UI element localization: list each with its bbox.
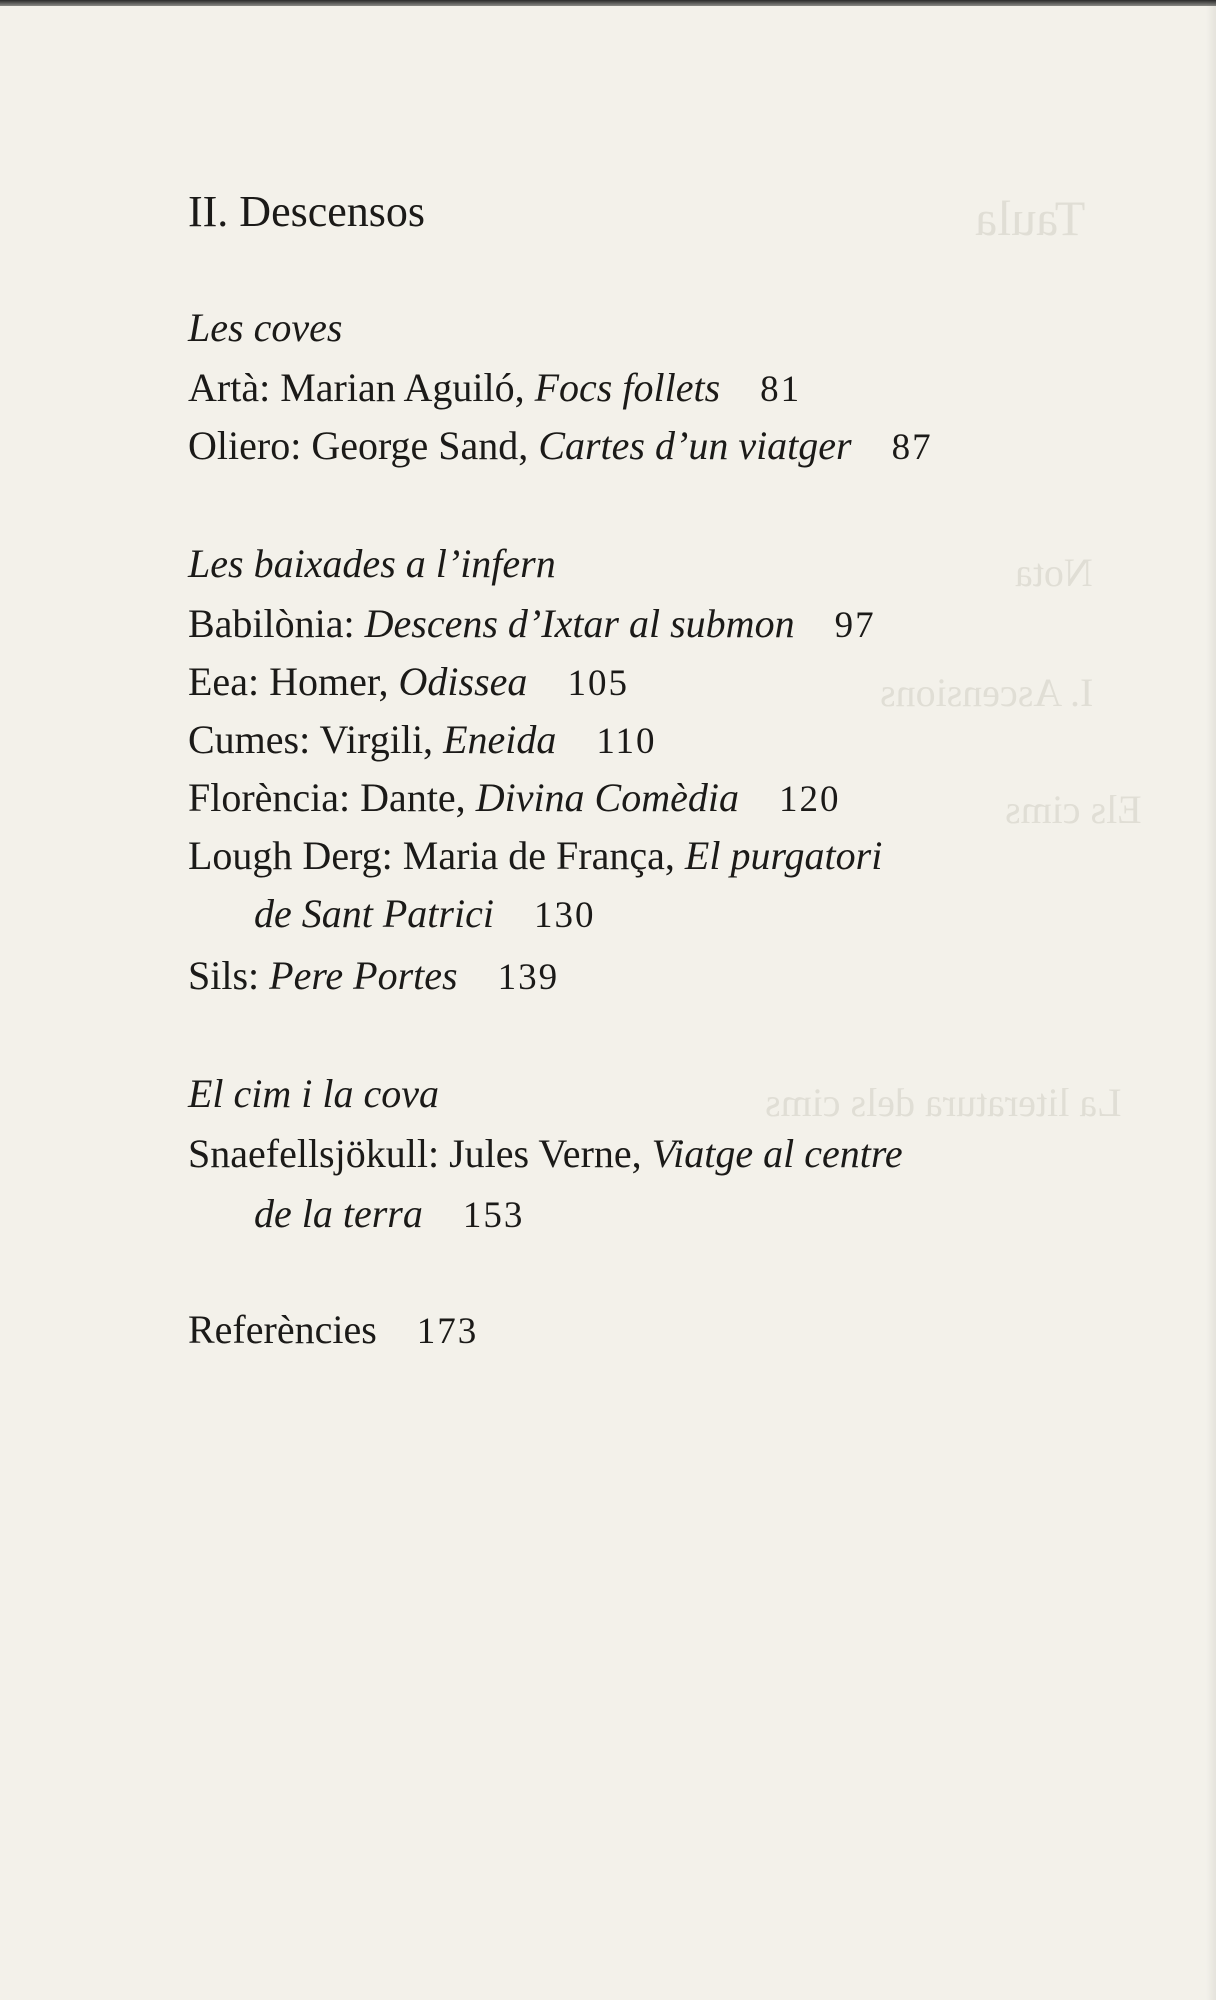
entry-place: Snaefellsjökull: (188, 1131, 450, 1176)
section-title: Les baixades a l’infern (188, 541, 556, 586)
toc-entry-continuation[interactable] (254, 886, 595, 944)
references-label: Referències (188, 1307, 377, 1352)
bleed-through-line: Nota (1015, 550, 1093, 595)
entry-place: Eea: (188, 659, 270, 704)
bleed-through-line: La literatura dels cims (765, 1080, 1122, 1125)
toc-entry-references[interactable] (188, 1302, 478, 1360)
entry-page-number: 130 (533, 895, 596, 936)
entry-page-number: 173 (416, 1311, 479, 1352)
entry-place: Lough Derg: (188, 833, 403, 878)
entry-work: Descens d’Ixtar al submon (364, 601, 795, 646)
entry-page-number: 81 (760, 369, 802, 410)
entry-work: Cartes d’un viatger (538, 423, 852, 468)
entry-page-number: 105 (567, 663, 629, 704)
entry-author: Virgili, (319, 717, 444, 762)
entry-work: Pere Portes (269, 953, 458, 998)
entry-work: Focs follets (534, 365, 721, 410)
entry-page-number: 139 (497, 957, 560, 998)
toc-entry[interactable] (188, 948, 559, 1006)
entry-place: Babilònia: (188, 601, 365, 646)
entry-author: Maria de França, (402, 833, 685, 878)
entry-work: Viatge al centre (651, 1131, 903, 1176)
entry-page-number: 87 (891, 427, 933, 468)
entry-author: Jules Verne, (449, 1131, 652, 1176)
entry-page-number: 120 (779, 779, 841, 820)
entry-work-continuation: de la terra (254, 1191, 423, 1236)
entry-place: Florència: (188, 775, 361, 820)
entry-author: Marian Aguiló, (280, 365, 535, 410)
entry-work: Divina Comèdia (475, 775, 739, 820)
toc-entry[interactable] (188, 1126, 903, 1182)
entry-page-number: 97 (834, 605, 876, 646)
section-title: El cim i la cova (188, 1071, 440, 1116)
entry-place: Sils: (188, 953, 270, 998)
entry-author: Dante, (360, 775, 476, 820)
entry-page-number: 153 (462, 1195, 525, 1236)
toc-entry[interactable] (188, 360, 801, 418)
entry-work: Eneida (443, 717, 557, 762)
bleed-through-title: Taula (975, 190, 1086, 246)
entry-author: George Sand, (311, 423, 539, 468)
entry-work: Odissea (398, 659, 528, 704)
entry-author: Homer, (269, 659, 399, 704)
entry-place: Cumes: (188, 717, 320, 762)
toc-entry-continuation[interactable] (254, 1186, 524, 1244)
entry-place: Artà: (188, 365, 281, 410)
toc-entry[interactable] (188, 654, 629, 712)
chapter-heading: II. Descensos (188, 187, 426, 236)
toc-entry[interactable] (188, 828, 882, 884)
toc-entry[interactable] (188, 596, 876, 654)
entry-work-continuation: de Sant Patrici (254, 891, 494, 936)
entry-page-number: 110 (596, 721, 657, 762)
entry-place: Oliero: (188, 423, 312, 468)
entry-work: El purgatori (684, 833, 883, 878)
bleed-through-line: Els cims (1005, 787, 1142, 832)
toc-entry[interactable] (188, 418, 933, 476)
toc-entry[interactable] (188, 770, 841, 828)
section-title: Les coves (188, 305, 343, 350)
toc-entry[interactable] (188, 712, 657, 770)
bleed-through-line: I. Ascensions (880, 670, 1094, 715)
